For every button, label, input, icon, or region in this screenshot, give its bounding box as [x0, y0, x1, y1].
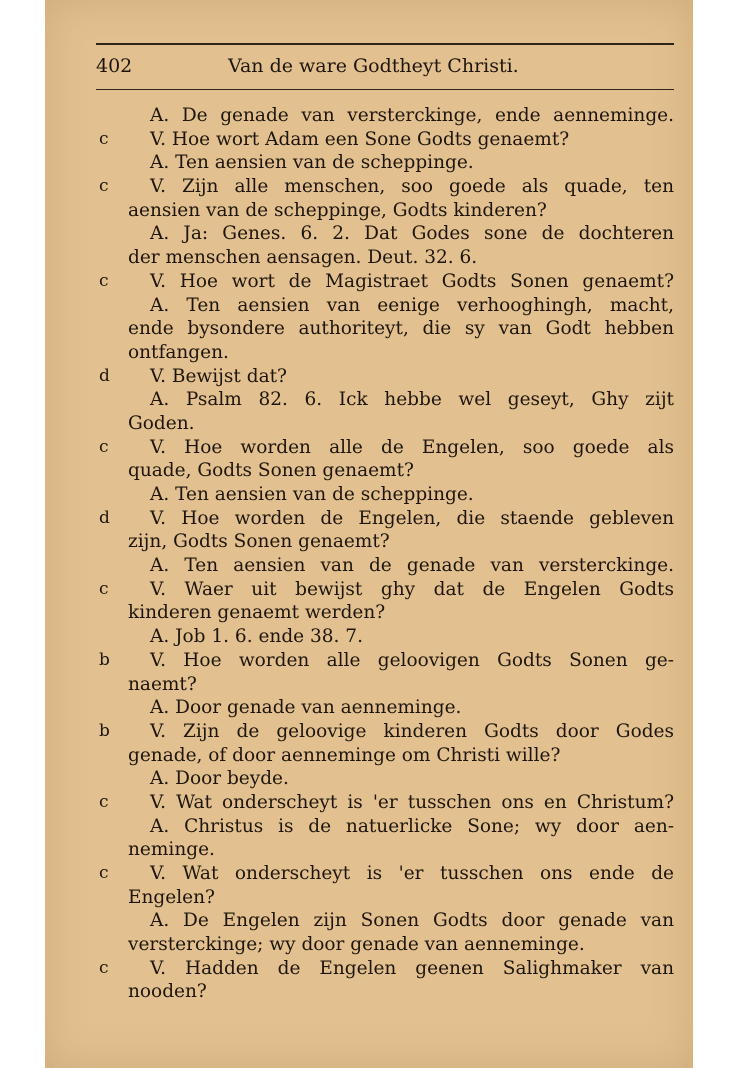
line-text: V. Hoe wort Adam een Sone Godts genaemt? [150, 128, 570, 150]
line-text: V. Zijn alle menschen, soo goede als quade, ten [150, 176, 674, 198]
line-text: V. Waer uit bewijst ghy dat de Engelen Godts [150, 578, 674, 600]
line-text: A. Ten aensien van de genade van versterckinge. [150, 555, 674, 577]
line-text: A. De genade van versterckinge, ende aenneminge. [150, 105, 674, 126]
text-line [0, 862, 738, 886]
line-text: A. Door genade van aenneminge. [150, 697, 462, 719]
text-line [0, 578, 738, 602]
text-line [0, 933, 738, 957]
running-title: Van de ware Godtheyt Christi. [228, 55, 519, 77]
line-text: ontfangen. [128, 341, 229, 363]
margin-marker: d [99, 507, 110, 528]
text-line [0, 222, 738, 246]
header-rule-bottom [96, 89, 674, 90]
text-line [0, 838, 738, 862]
text-line [0, 649, 738, 673]
line-text: aensien van de scheppinge, Godts kinderen? [128, 199, 547, 221]
margin-marker: c [99, 578, 109, 599]
text-line [0, 341, 738, 365]
margin-marker: c [99, 128, 109, 149]
line-text: versterckinge; wy door genade van aenneminge. [128, 934, 585, 956]
header-rule-top [96, 43, 674, 45]
text-line [0, 294, 738, 318]
text-line [0, 909, 738, 933]
margin-marker: b [99, 720, 110, 741]
line-text: V. Wat onderscheyt is 'er tusschen ons en Christum? [150, 791, 674, 813]
margin-marker: b [99, 649, 110, 670]
text-line [0, 720, 738, 744]
text-line [0, 696, 738, 720]
margin-marker: c [99, 957, 109, 978]
line-text: A. Ten aensien van de scheppinge. [150, 152, 474, 174]
text-line [0, 317, 738, 341]
text-line [0, 365, 738, 389]
text-line [0, 388, 738, 412]
text-line [0, 886, 738, 910]
margin-marker: c [99, 863, 109, 883]
margin-marker: c [99, 791, 109, 812]
text-line [0, 436, 738, 460]
text-line [0, 128, 738, 152]
line-text: V. Hoe wort de Magistraet Godts Sonen genaemt? [150, 270, 674, 292]
line-text: A. Job 1. 6. ende 38. 7. [150, 626, 363, 648]
line-text: A. Ja: Genes. 6. 2. Dat Godes sone de dochteren [150, 223, 674, 245]
text-line [0, 151, 738, 175]
line-text: A. De Engelen zijn Sonen Godts door genade van [150, 910, 674, 932]
line-text: Engelen? [128, 886, 215, 908]
text-line [0, 246, 738, 270]
text-line [0, 980, 738, 1004]
line-text: genade, of door aenneminge om Christi wille? [128, 744, 561, 766]
text-line [0, 744, 738, 768]
line-text: neminge. [128, 839, 215, 861]
line-text: A. Ten aensien van de scheppinge. [150, 484, 474, 505]
text-line [0, 815, 738, 839]
text-line [0, 625, 738, 649]
text-line [0, 483, 738, 507]
margin-marker: c [99, 436, 109, 457]
line-text: V. Wat onderscheyt is 'er tusschen ons ende de [150, 863, 674, 884]
line-text: V. Hoe worden alle geloovigen Godts Sonen ge- [150, 649, 674, 671]
text-line [0, 601, 738, 625]
line-text: V. Hoe worden de Engelen, die staende gebleven [150, 507, 674, 529]
line-text: V. Hoe worden alle de Engelen, soo goede als [150, 436, 674, 458]
line-text: A. Ten aensien van eenige verhooghingh, macht, [150, 294, 674, 316]
line-text: A. Psalm 82. 6. Ick hebbe wel geseyt, Ghy zijt [150, 389, 674, 411]
line-text: V. Zijn de geloovige kinderen Godts door Godes [150, 720, 674, 742]
line-text: A. Door beyde. [150, 768, 289, 790]
line-text: nooden? [128, 981, 207, 1003]
line-text: Goden. [128, 412, 195, 434]
text-line [0, 957, 738, 981]
margin-marker: c [99, 270, 109, 291]
text-line [0, 199, 738, 223]
text-line [0, 459, 738, 483]
text-line [0, 791, 738, 815]
text-line [0, 673, 738, 697]
text-line [0, 104, 738, 128]
text-line [0, 412, 738, 436]
line-text: kinderen genaemt werden? [128, 602, 386, 624]
text-line [0, 507, 738, 531]
text-line [0, 554, 738, 578]
line-text: zijn, Godts Sonen genaemt? [128, 531, 390, 553]
line-text: naemt? [128, 673, 197, 695]
line-text: A. Christus is de natuerlicke Sone; wy door aen- [150, 815, 674, 837]
line-text: V. Bewijst dat? [150, 365, 287, 387]
line-text: der menschen aensagen. Deut. 32. 6. [128, 247, 478, 269]
margin-marker: d [99, 365, 110, 386]
text-body [0, 104, 738, 1004]
text-line [0, 530, 738, 554]
text-line [0, 767, 738, 791]
page-number: 402 [96, 55, 133, 77]
line-text: quade, Godts Sonen genaemt? [128, 460, 414, 482]
line-text: V. Hadden de Engelen geenen Salighmaker van [150, 957, 674, 979]
text-line [0, 270, 738, 294]
margin-marker: c [99, 176, 109, 197]
text-line [0, 175, 738, 199]
line-text: ende bysondere authoriteyt, die sy van Godt hebben [128, 318, 674, 340]
